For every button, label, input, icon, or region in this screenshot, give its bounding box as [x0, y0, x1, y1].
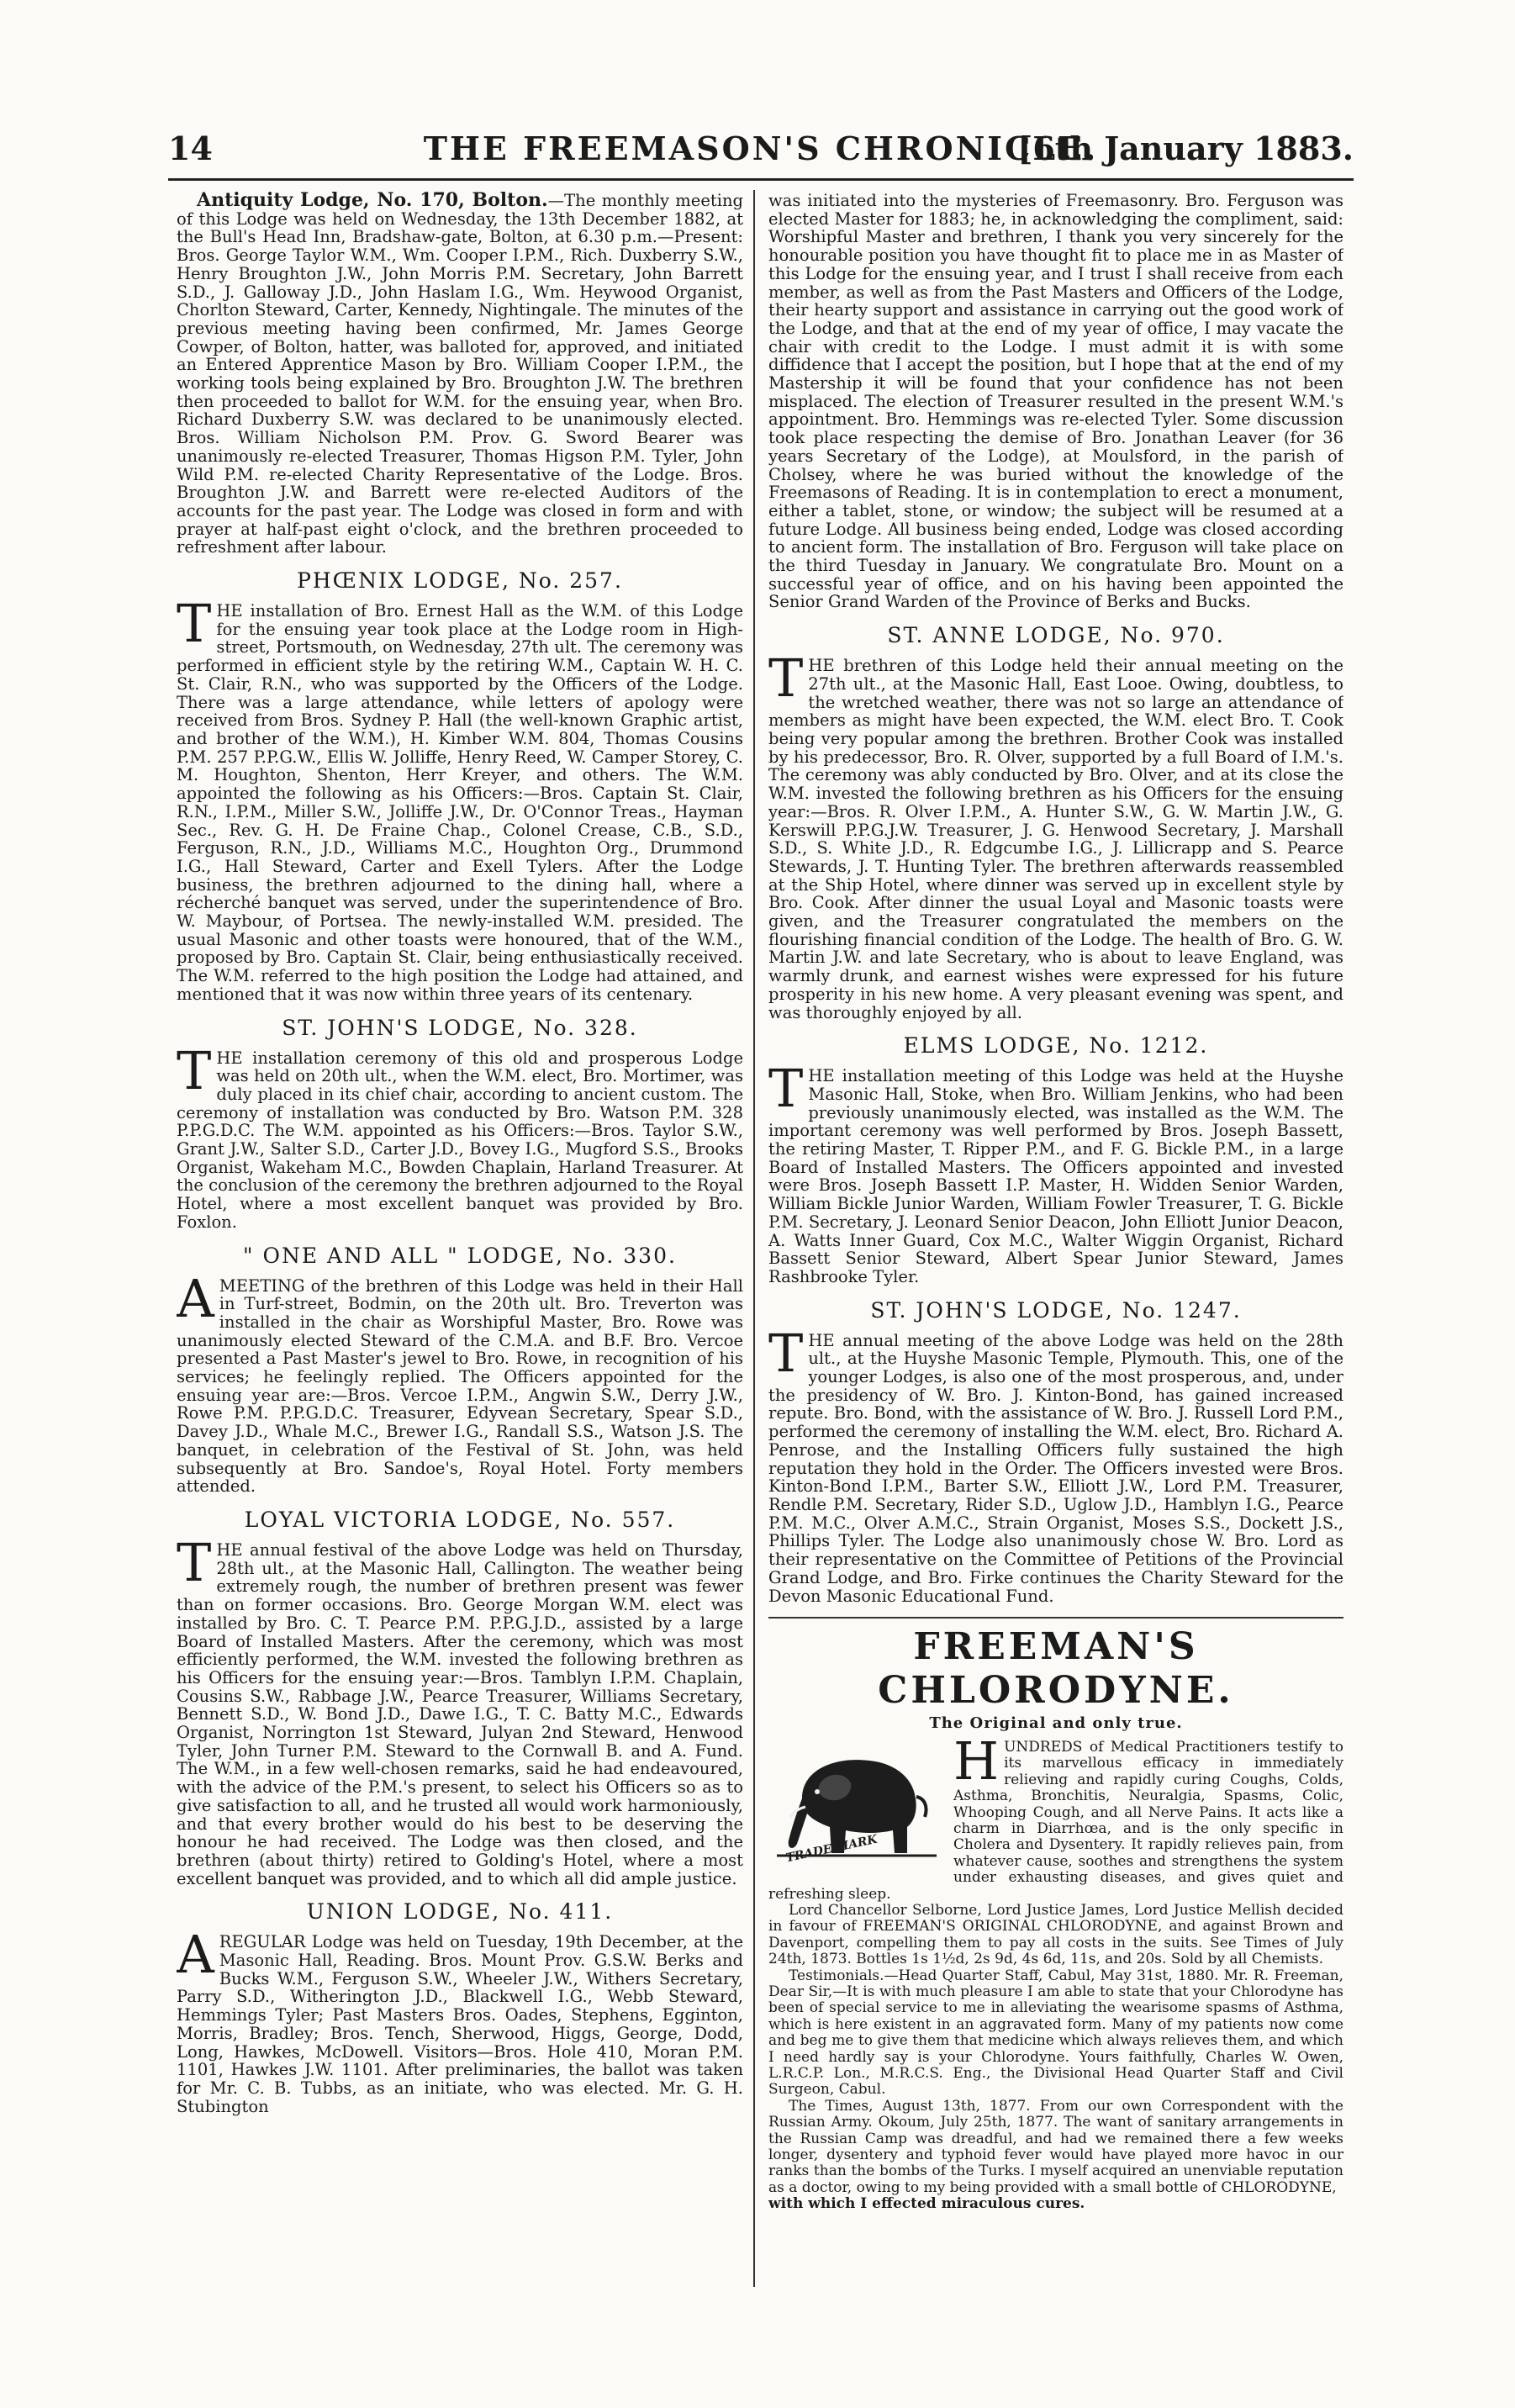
column-rule	[753, 190, 755, 2287]
phoenix-lodge-report	[177, 568, 743, 1003]
st-johns-1247-heading: ST. JOHN'S LODGE, No. 1247.	[870, 1297, 1242, 1323]
st-johns-328-text: HE installation ceremony of this old and prosperous Lodge was held on 20th ult., when the W.M. elect, Bro. Mortimer, was duly placed in its chief chair, according to ancient custom. The ceremony of installation was conducted by Bro. Watson P.M. 328 P.P.G.D.C. The W.M. appointed as his Officers:—Bros. Taylor S.W., Grant J.W., Salter S.D., Carter J.D., Bovey I.G., Mugford S.S., Brooks Organist, Wakeham M.C., Bowden Chaplain, Harland Treasurer. At the conclusion of the ceremony the brethren adjourned to the Royal Hotel, where a most excellent banquet was provided by Bro. Foxlon.	[177, 1048, 743, 1232]
st-johns-1247-dropcap: T	[768, 1322, 804, 1384]
union-lodge-heading: UNION LODGE, No. 411.	[306, 1899, 614, 1925]
right-column	[768, 192, 1343, 2285]
issue-date: [6th January 1883.	[1017, 129, 1354, 167]
union-lodge-report	[177, 1899, 743, 2115]
phoenix-lodge-text: HE installation of Bro. Ernest Hall as the W.M. of this Lodge for the ensuing year took place at the Lodge room in High-street, Portsmouth, on Wednesday, 27th ult. The ceremony was performed in efficient style by the retiring W.M., Captain W. H. C. St. Clair, R.N., who was supported by the Officers of the Lodge. There was a large attendance, while letters of apology were received from Bros. Sydney P. Hall (the well-known Graphic artist, and brother of the W.M.), H. Kimber W.M. 804, Thomas Cousins P.M. 257 P.P.G.W., Ellis W. Jolliffe, Henry Reed, W. Camper Storey, C. M. Houghton, Shenton, Herr Kreyer, and others. The W.M. appointed the following as his Officers:—Bros. Captain St. Clair, R.N., I.P.M., Miller S.W., Jolliffe J.W., Dr. O'Connor Treas., Hayman Sec., Rev. G. H. De Fraine Chap., Colonel Crease, C.B., S.D., Ferguson, R.N., J.D., Williams M.C., Houghton Org., Drummond I.G., Hall Steward, Carter and Exell Tylers. After the Lodge business, the brethren adjourned to the dining hall, where a récherché banquet was served, under the superintendence of Bro. W. Maybour, of Portsea. The newly-installed W.M. presided. The usual Masonic and other toasts were honoured, that of the W.M., proposed by Bro. Captain St. Clair, being enthusiastically received. The W.M. referred to the high position the Lodge had attained, and mentioned that it was now within three years of its centenary.	[177, 601, 743, 1004]
st-johns-1247-text: HE annual meeting of the above Lodge was held on the 28th ult., at the Huyshe Masonic Temple, Plymouth. This, one of the younger Lodges, is also one of the most prosperous, and, under the presidency of W. Bro. J. Kinton-Bond, has gained increased repute. Bro. Bond, with the assistance of W. Bro. J. Russell Lord P.M., performed the ceremony of installing the W.M. elect, Bro. Richard A. Penrose, and the Installing Officers fully sustained the high reputation they hold in the Order. The Officers invested were Bros. Kinton-Bond I.P.M., Barter S.W., Elliott J.W., Lord P.M. Treasurer, Rendle P.M. Secretary, Rider S.D., Uglow J.D., Hamblyn I.G., Pearce P.M. M.C., Olver A.M.C., Strain Organist, Moses S.S., Dockett J.S., Phillips Tyler. The Lodge also unanimously chose W. Bro. Lord as their representative on the Committee of Petitions of the Provincial Grand Lodge, and Bro. Firke continues the Charity Steward for the Devon Masonic Educational Fund.	[768, 1330, 1343, 1606]
st-anne-dropcap: T	[768, 647, 804, 710]
chlorodyne-advertisement	[768, 1617, 1343, 2212]
union-lodge-continued	[768, 192, 1343, 611]
st-anne-heading: ST. ANNE LODGE, No. 970.	[887, 623, 1225, 648]
union-lodge-text: REGULAR Lodge was held on Tuesday, 19th December, at the Masonic Hall, Reading. Bros. Mount Prov. G.S.W. Berks and Bucks W.M., Ferguson S.W., Wheeler J.W., Withers Secretary, Parry S.D., Witherington J.D., Blackwell I.G., Webb Steward, Hemmings Tyler; Past Masters Bros. Oades, Stephens, Egginton, Morris, Bradley; Bros. Tench, Sherwood, Higgs, George, Dodd, Long, Hawkes, McDowell. Visitors—Bros. Hole 410, Moran P.M. 1101, Hawkes J.W. 1101. After preliminaries, the ballot was taken for Mr. C. B. Tubbs, as an initiate, who was elected. Mr. G. H. Stubington	[177, 1932, 743, 2116]
masthead-rule	[168, 178, 1354, 181]
st-johns-328-report	[177, 1016, 743, 1232]
st-anne-report	[768, 623, 1343, 1022]
advert-dropcap: H	[953, 1729, 1000, 1792]
advert-title: FREEMAN'S CHLORODYNE.	[878, 1625, 1234, 1713]
advert-subtitle: The Original and only true.	[929, 1714, 1183, 1733]
elms-lodge-text: HE installation meeting of this Lodge was held at the Huyshe Masonic Hall, Stoke, when Bro. William Jenkins, who had been previously unanimously elected, was installed as the W.M. The important ceremony was well performed by Bros. Joseph Bassett, the retiring Master, T. Ripper P.M., and F. G. Bickle P.M., in a large Board of Installed Masters. The Officers appointed and invested were Bros. Joseph Bassett I.P. Master, H. Widden Senior Warden, William Bickle Junior Warden, William Fowler Treasurer, T. G. Bickle P.M. Secretary, J. Leonard Senior Deacon, John Elliott Junior Deacon, A. Watts Inner Guard, Cox M.C., Walter Wiggin Organist, Richard Bassett Senior Steward, Albert Spear Junior Steward, James Rashbrooke Tyler.	[768, 1066, 1343, 1286]
loyal-victoria-text: HE annual festival of the above Lodge was held on Thursday, 28th ult., at the Masonic Hall, Callington. The weather being extremely rough, the number of brethren present was fewer than on former occasions. Bro. George Morgan W.M. elect was installed by Bro. C. T. Pearce P.M. P.P.G.J.D., assisted by a large Board of Installed Masters. After the ceremony, which was most efficiently performed, the W.M. invested the following brethren as his Officers for the ensuing year:—Bros. Tamblyn I.P.M. Chaplain, Cousins S.W., Rabbage J.W., Pearce Treasurer, Williams Secretary, Bennett S.D., W. Bond J.D., Dawe I.G., T. C. Batty M.C., Edwards Organist, Norrington 1st Steward, Julyan 2nd Steward, Henwood Tyler, John Turner P.M. Steward to the Cornwall B. and A. Fund. The W.M., in a few well-chosen remarks, said he had endeavoured, with the advice of the P.M.'s present, to select his Officers so as to give satisfaction to all, and he trusted all would work harmoniously, and that every brother would do his best to be deserving the honour he had received. The Lodge was then closed, and the brethren (about thirty) retired to Golding's Hotel, where a most excellent banquet was provided, and to which all did ample justice.	[177, 1540, 743, 1888]
trade-mark-label: TRADE MARK	[784, 1832, 879, 1866]
advert-intro: UNDREDS of Medical Practitioners testify to its marvellous efficacy in immediately relieving and rapidly curing Coughs, Colds, Asthma, Bronchitis, Neuralgia, Spasms, Colic, Whooping Cough, and all Nerve Pains. It acts like a charm in Diarrhœa, and is the only specific in Cholera and Dysentery. It rapidly relieves pain, from whatever cause, soothes and strengthens the system under exhausting diseases, and gives quiet and refreshing sleep.	[768, 1738, 1343, 1903]
left-column	[177, 192, 743, 2285]
elms-lodge-heading: ELMS LODGE, No. 1212.	[903, 1033, 1209, 1059]
advert-times-report: The Times, August 13th, 1877. From our own Correspondent with the Russian Army. Okoum, July 25th, 1877. The want of sanitary arrangements in the Russian Camp was dreadful, and had we remained there a few weeks longer, dysentery and typhoid fever would have played more havoc in our ranks than the bombs of the Turks. I myself acquired an unenviable reputation as a doctor, owing to my being provided with a small bottle of CHLORODYNE,	[768, 2097, 1343, 2196]
advert-closing: with which I effected miraculous cures.	[768, 2195, 1085, 2213]
antiquity-lodge-text: —The monthly meeting of this Lodge was held on Wednesday, the 13th December 1882, at the Bull's Head Inn, Bradshaw-gate, Bolton, at 6.30 p.m.—Present: Bros. George Taylor W.M., Wm. Cooper I.P.M., Rich. Duxberry S.W., Henry Broughton J.W., John Morris P.M. Secretary, John Barrett S.D., J. Galloway J.D., John Haslam I.G., Wm. Heywood Organist, Chorlton Steward, Carter, Kennedy, Nightingale. The minutes of the previous meeting having been confirmed, Mr. James George Cowper, of Bolton, hatter, was balloted for, approved, and initiated an Entered Apprentice Mason by Bro. William Cooper I.P.M., the working tools being explained by Bro. Broughton J.W. The brethren then proceeded to ballot for W.M. for the ensuing year, when Bro. Richard Duxberry S.W. was declared to be unanimously elected. Bros. William Nicholson P.M. Prov. G. Sword Bearer was unanimously re-elected Treasurer, Thomas Higson P.M. Tyler, John Wild P.M. re-elected Charity Representative of the Lodge. Bros. Broughton J.W. and Barrett were re-elected Auditors of the accounts for the past year. The Lodge was closed in form and with prayer at half-past eight o'clock, and the brethren proceeded to refreshment after labour.	[177, 192, 743, 557]
elephant-trademark	[768, 1740, 945, 1874]
st-johns-328-heading: ST. JOHN'S LODGE, No. 328.	[282, 1015, 638, 1040]
one-and-all-heading: " ONE AND ALL " LODGE, No. 330.	[243, 1243, 677, 1268]
page-number: 14	[168, 129, 213, 167]
antiquity-lodge-report	[177, 192, 743, 557]
one-and-all-text: MEETING of the brethren of this Lodge was held in their Hall in Turf-street, Bodmin, on the 20th ult. Bro. Treverton was installed in the chair as Worshipful Master, Bro. Rowe was unanimously elected Steward of the C.M.A. and B.F. Bro. Vercoe presented a Past Master's jewel to Bro. Rowe, in recognition of his services; he feelingly replied. The Officers appointed for the ensuing year are:—Bros. Vercoe I.P.M., Angwin S.W., Derry J.W., Rowe P.M. P.P.G.D.C. Treasurer, Edyvean Secretary, Spear S.D., Davey J.D., Whale M.C., Brewer I.G., Randall S.S., Watson J.S. The banquet, in celebration of the Festival of St. John, was held subsequently at Bro. Sandoe's, Royal Hotel. Forty members attended.	[177, 1275, 743, 1497]
advert-chancellor-ruling: Lord Chancellor Selborne, Lord Justice James, Lord Justice Mellish decided in favour of FREEMAN'S ORIGINAL CHLORODYNE, and against Brown and Davenport, compelling them to pay all costs in the suits. See Times of July 24th, 1873. Bottles 1s 1½d, 2s 9d, 4s 6d, 11s, and 20s. Sold by all Chemists.	[768, 1901, 1343, 1968]
advert-testimonial: Testimonials.—Head Quarter Staff, Cabul, May 31st, 1880. Mr. R. Freeman, Dear Sir,—It is with much pleasure I am able to state that your Chlorodyne has been of special service to me in alleviating the wearisome spasms of Asthma, which is here existent in an aggravated form. Many of my patients now come and beg me to give them that medicine which always relieves them, and which I need hardly say is your Chlorodyne. Yours faithfully, Charles W. Owen, L.R.C.P. Lon., M.R.C.S. Eng., the Divisional Head Quarter Staff and Civil Surgeon, Cabul.	[768, 1967, 1343, 2099]
st-johns-1247-report	[768, 1298, 1343, 1606]
elms-lodge-report	[768, 1033, 1343, 1286]
phoenix-dropcap: T	[177, 593, 212, 655]
elms-lodge-dropcap: T	[768, 1058, 804, 1120]
loyal-victoria-heading: LOYAL VICTORIA LODGE, No. 557.	[244, 1508, 676, 1532]
union-lodge-continued-text: was initiated into the mysteries of Freemasonry. Bro. Ferguson was elected Master for 1883; he, in acknowledging the compliment, said: Worshipful Master and brethren, I thank you very sincerely for the honourable position you have thought fit to place me in as Master of this Lodge for the ensuing year, and I trust I shall receive from each member, as well as from the Past Masters and Officers of the Lodge, their hearty support and assistance in carrying out the good work of the Lodge, and that at the end of my year of office, I may vacate the chair with credit to the Lodge. I must admit it is with some diffidence that I accept the position, but I hope that at the end of my Mastership it will be found that your confidence has not been misplaced. The election of Treasurer resulted in the present W.M.'s appointment. Bro. Hemmings was re-elected Tyler. Some discussion took place respecting the demise of Bro. Jonathan Leaver (for 36 years Secretary of the Lodge), at Moulsford, in the parish of Cholsey, where he was buried without the knowledge of the Freemasons of Reading. It is in contemplation to erect a monument, either a tablet, stone, or window; the subject will be resumed at a future Lodge. All business being ended, Lodge was closed according to ancient form. The installation of Bro. Ferguson will take place on the third Tuesday in January. We congratulate Bro. Mount on a successful year of office, and on his having been appointed the Senior Grand Warden of the Province of Berks and Bucks.	[768, 192, 1343, 612]
loyal-victoria-report	[177, 1508, 743, 1888]
st-anne-text: HE brethren of this Lodge held their annual meeting on the 27th ult., at the Masonic Hall, East Looe. Owing, doubtless, to the wretched weather, there was not so large an attendance of members as might have been expected, the W.M. elect Bro. T. Cook being very popular among the brethren. Brother Cook was installed by his predecessor, Bro. R. Olver, supported by a full Board of I.M.'s. The ceremony was ably conducted by Bro. Olver, and at its close the W.M. invested the following brethren as his Officers for the ensuing year:—Bros. R. Olver I.P.M., A. Hunter S.W., G. W. Martin J.W., G. Kerswill P.P.G.J.W. Treasurer, J. G. Henwood Secretary, J. Marshall S.D., S. White J.D., R. Edgcumbe I.G., J. Lillicrapp and S. Pearce Stewards, J. T. Hunting Tyler. The brethren afterwards reassembled at the Ship Hotel, where dinner was served up in excellent style by Bro. Cook. After dinner the usual Loyal and Masonic toasts were given, and the Treasurer congratulated the members on the flourishing financial condition of the Lodge. The health of Bro. G. W. Martin J.W. and late Secretary, who is about to leave England, was warmly drunk, and earnest wishes were expressed for his future prosperity in his new home. A very pleasant evening was spent, and was thoroughly enjoyed by all.	[768, 656, 1343, 1022]
loyal-victoria-dropcap: T	[177, 1532, 212, 1593]
publication-title: THE FREEMASON'S CHRONICLE.	[423, 129, 1099, 167]
masthead	[168, 126, 1354, 177]
union-lodge-dropcap: A	[177, 1924, 214, 1986]
one-and-all-dropcap: A	[177, 1267, 214, 1329]
one-and-all-report	[177, 1244, 743, 1496]
st-johns-328-dropcap: T	[177, 1039, 212, 1101]
antiquity-lodge-heading: Antiquity Lodge, No. 170, Bolton.	[197, 192, 548, 211]
phoenix-lodge-heading: PHŒNIX LODGE, No. 257.	[297, 568, 623, 594]
